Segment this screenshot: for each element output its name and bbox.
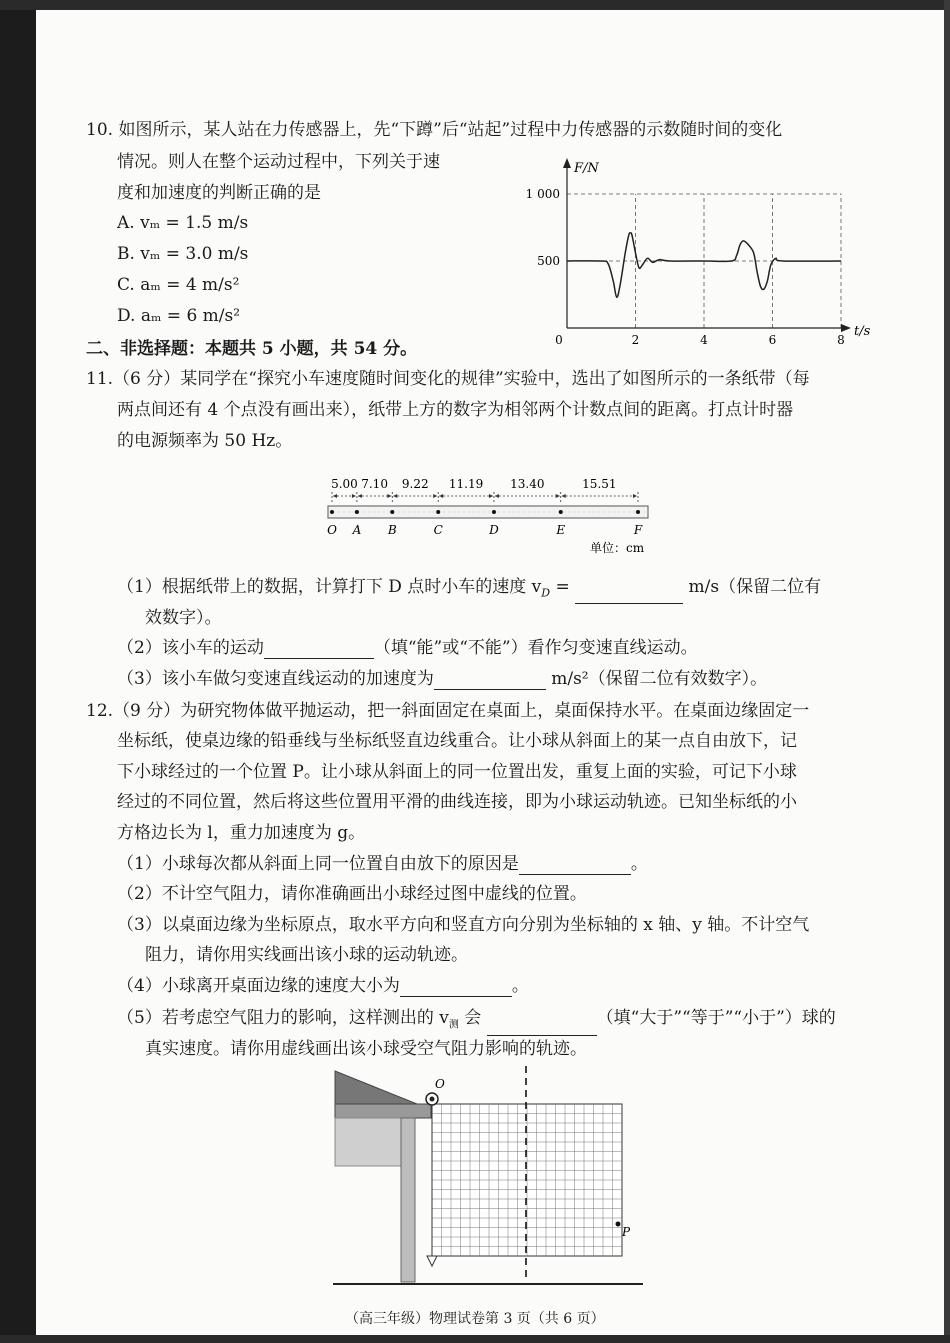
tape-texture-dot <box>613 511 614 512</box>
q11-sub3-text: （3）该小车做匀变速直线运动的加速度为 <box>117 669 434 689</box>
q11-sub1-subscript: D <box>541 586 551 600</box>
tape-point-O <box>330 510 334 514</box>
tape-texture-dot <box>388 511 389 512</box>
tape-distance-label: 15.51 <box>582 477 617 491</box>
tape-texture-dot <box>458 511 459 512</box>
tape-texture-dot <box>488 511 489 512</box>
tape-texture-dot <box>553 511 554 512</box>
tape-texture-dot <box>428 511 429 512</box>
arrowhead-icon <box>562 494 566 498</box>
q12-sub2: （2）不计空气阻力，请你准确画出小球经过图中虚线的位置。 <box>117 884 587 904</box>
tape-texture-dot <box>583 511 584 512</box>
tape-texture-dot <box>423 511 424 512</box>
tape-texture-dot <box>353 511 354 512</box>
tape-texture-dot <box>643 511 644 512</box>
tape-texture-dot <box>618 511 619 512</box>
q12-sub3-cont: 阻力，请你用实线画出该小球的运动轨迹。 <box>145 945 468 965</box>
tape-texture-dot <box>413 511 414 512</box>
tape-point-D <box>492 510 496 514</box>
arrowhead-icon <box>633 494 637 498</box>
tape-texture-dot <box>578 511 579 512</box>
tape-point-label: B <box>387 523 397 537</box>
grid-paper <box>432 1104 622 1256</box>
tape-texture-dot <box>518 511 519 512</box>
q11-sub3 <box>117 668 767 690</box>
q12-answer-blank-5[interactable] <box>487 1017 597 1036</box>
q11-sub2-tail: （填“能”或“不能”）看作匀变速直线运动。 <box>373 638 698 658</box>
x-axis-arrow <box>841 324 851 332</box>
tape-point-label: O <box>327 523 337 537</box>
q11-line2: 两点间还有 4 个点没有画出来），纸带上方的数字为相邻两个计数点间的距离。打点计时器 <box>117 400 794 420</box>
scan-border-top <box>0 0 950 10</box>
tape-texture-dot <box>603 511 604 512</box>
tape-texture-dot <box>633 511 634 512</box>
arrowhead-icon <box>333 494 337 498</box>
tape-strip <box>328 506 648 518</box>
q10-option-a: A. vₘ = 1.5 m/s <box>117 213 249 233</box>
q12-sub1 <box>117 853 648 875</box>
tape-unit-label: 单位：cm <box>590 541 645 555</box>
tape-texture-dot <box>478 511 479 512</box>
tape-point-C <box>436 510 440 514</box>
q11-line1: 11.（6 分）某同学在“探究小车速度随时间变化的规律”实验中，选出了如图所示的一条纸带（每 <box>86 369 810 389</box>
tape-texture-dot <box>343 511 344 512</box>
q11-sub1-unit: m/s（保留二位有 <box>683 577 822 597</box>
q11-sub3-tail: m/s²（保留二位有效数字）。 <box>545 669 768 689</box>
q11-answer-blank-3[interactable] <box>434 671 546 690</box>
tape-texture-dot <box>463 511 464 512</box>
tape-texture-dot <box>593 511 594 512</box>
tape-point-A <box>355 510 359 514</box>
incline-ramp <box>335 1071 417 1104</box>
chart-ticks <box>526 187 845 345</box>
q10-option-b: B. vₘ = 3.0 m/s <box>117 244 249 264</box>
q12-answer-blank-4[interactable] <box>400 978 512 997</box>
q11-line3: 的电源频率为 50 Hz。 <box>117 431 293 451</box>
tape-texture-dot <box>568 511 569 512</box>
tape-texture-dot <box>363 511 364 512</box>
tape-texture-dot <box>543 511 544 512</box>
q12-answer-blank-1[interactable] <box>519 856 631 875</box>
q12-line4: 经过的不同位置，然后将这些位置用平滑的曲线连接，即为小球运动轨迹。已知坐标纸的小 <box>117 792 797 812</box>
q12-sub5-subscript: 测 <box>448 1019 459 1031</box>
tape-texture-dot <box>523 511 524 512</box>
force-time-chart <box>520 150 875 345</box>
scan-border-bottom <box>0 1335 950 1343</box>
page-footer: （高三年级）物理试卷第 3 页（共 6 页） <box>345 1311 605 1327</box>
tape-texture-dot <box>433 511 434 512</box>
scan-border-left <box>0 0 36 1343</box>
tape-point-label: D <box>489 523 499 537</box>
arrowhead-icon <box>556 494 560 498</box>
tape-distance-label: 11.19 <box>448 477 484 491</box>
q10-option-c: C. aₘ = 4 m/s² <box>117 275 240 295</box>
q12-sub4-tail: 。 <box>511 976 529 996</box>
x-tick-label-4: 4 <box>700 333 708 345</box>
section-2-title: 二、非选择题：本题共 5 小题，共 54 分。 <box>86 339 418 359</box>
x-tick-label-0: 0 <box>555 333 563 345</box>
q12-sub5-text: （5）若考虑空气阻力的影响，这样测出的 v <box>117 1008 449 1028</box>
point-p-marker <box>616 1222 621 1227</box>
q12-line3: 下小球经过的一个位置 P。让小球从斜面上的同一位置出发，重复上面的实验，可记下小球 <box>117 762 797 782</box>
point-p-label: P <box>622 1225 631 1239</box>
scan-border-right <box>944 0 950 1343</box>
q11-sub1-text: （1）根据纸带上的数据，计算打下 D 点时小车的速度 v <box>117 577 542 597</box>
x-tick-label-6: 6 <box>768 333 777 345</box>
y-axis-label: F/N <box>574 161 599 176</box>
tape-texture-dot <box>378 511 379 512</box>
q12-line2: 坐标纸，使桌边缘的铅垂线与坐标纸竖直边线重合。让小球从斜面上的某一点自由放下，记 <box>117 731 797 751</box>
tape-texture-dot <box>538 511 539 512</box>
tape-point-E <box>559 510 563 514</box>
q11-sub1-eq: = <box>550 577 570 597</box>
tape-texture-dot <box>453 511 454 512</box>
arrowhead-icon <box>433 494 437 498</box>
q12-sub1-tail: 。 <box>630 854 648 874</box>
tape-texture-dot <box>573 511 574 512</box>
tape-texture-dot <box>598 511 599 512</box>
q10-option-d: D. aₘ = 6 m/s² <box>117 306 241 326</box>
tape-texture-dot <box>373 511 374 512</box>
plumb-bob-icon <box>427 1256 437 1266</box>
q12-sub4-text: （4）小球离开桌面边缘的速度大小为 <box>117 976 400 996</box>
tape-texture-dot <box>563 511 564 512</box>
q12-sub3: （3）以桌面边缘为坐标原点，取水平方向和竖直方向分别为坐标轴的 x 轴、y 轴。不计空气 <box>117 915 810 935</box>
tape-texture-dot <box>548 511 549 512</box>
tape-texture-dot <box>503 511 504 512</box>
tape-texture-dot <box>468 511 469 512</box>
tape-texture-dot <box>533 511 534 512</box>
q11-sub2 <box>117 637 698 659</box>
arrowhead-icon <box>393 494 397 498</box>
tape-texture-dot <box>408 511 409 512</box>
origin-label: O <box>435 1077 445 1091</box>
tape-texture-dot <box>483 511 484 512</box>
tape-distance-label: 5.00 <box>331 477 358 491</box>
tape-texture-dot <box>588 511 589 512</box>
tape-point-label: A <box>352 523 362 537</box>
tape-texture-dot <box>473 511 474 512</box>
tape-texture-dot <box>448 511 449 512</box>
q12-sub5 <box>117 1007 836 1036</box>
q11-answer-blank-1[interactable] <box>575 585 683 604</box>
q10-line3: 度和加速度的判断正确的是 <box>117 183 321 203</box>
arrowhead-icon <box>495 494 499 498</box>
x-tick-label-8: 8 <box>837 333 845 345</box>
tape-texture-dot <box>498 511 499 512</box>
y-tick-label-500: 500 <box>537 254 560 268</box>
table-front <box>335 1118 401 1166</box>
tape-point-B <box>390 510 394 514</box>
x-axis-label: t/s <box>854 324 871 339</box>
arrowhead-icon <box>489 494 493 498</box>
tape-point-label: C <box>433 523 443 537</box>
tape-texture-dot <box>338 511 339 512</box>
tape-texture-dot <box>368 511 369 512</box>
q12-line5: 方格边长为 l，重力加速度为 g。 <box>117 823 366 843</box>
y-tick-label-1000: 1 000 <box>525 187 560 201</box>
tape-texture-dot <box>528 511 529 512</box>
paper-tape-diagram <box>318 472 658 562</box>
table-leg <box>401 1118 415 1282</box>
q11-sub2-text: （2）该小车的运动 <box>117 638 264 658</box>
tape-distance-label: 9.22 <box>401 477 429 491</box>
arrowhead-icon <box>352 494 356 498</box>
tape-distance-label: 7.10 <box>361 477 388 491</box>
arrowhead-icon <box>387 494 391 498</box>
tape-texture-dot <box>443 511 444 512</box>
table-top <box>335 1104 431 1118</box>
ball-center <box>430 1097 435 1102</box>
tape-texture-dot <box>348 511 349 512</box>
arrowhead-icon <box>439 494 443 498</box>
q10-line2: 情况。则人在整个运动过程中，下列关于速 <box>117 152 440 172</box>
arrowhead-icon <box>358 494 362 498</box>
tape-texture-dot <box>383 511 384 512</box>
y-axis-arrow <box>563 158 571 168</box>
q12-sub5-cont: 真实速度。请你用虚线画出该小球受空气阻力影响的轨迹。 <box>145 1039 587 1059</box>
q10-line1: 10. 如图所示，某人站在力传感器上，先“下蹲”后“站起”过程中力传感器的示数随时间的变化 <box>86 120 783 140</box>
q11-sub1-cont: 效数字）。 <box>145 608 222 628</box>
tape-texture-dot <box>403 511 404 512</box>
tape-texture-dot <box>623 511 624 512</box>
q12-line1: 12.（9 分）为研究物体做平抛运动，把一斜面固定在桌面上，桌面保持水平。在桌面边缘固定一 <box>86 701 810 721</box>
tape-texture-dot <box>513 511 514 512</box>
projectile-apparatus-diagram <box>325 1066 655 1296</box>
tape-texture-dot <box>418 511 419 512</box>
q12-sub1-text: （1）小球每次都从斜面上同一位置自由放下的原因是 <box>117 854 519 874</box>
q12-sub4 <box>117 975 529 997</box>
tape-distance-label: 13.40 <box>510 477 545 491</box>
q11-sub1 <box>117 576 821 604</box>
tape-texture-dot <box>398 511 399 512</box>
tape-texture-dot <box>508 511 509 512</box>
q12-sub5-will: 会 <box>458 1008 482 1028</box>
x-tick-label-2: 2 <box>631 333 640 345</box>
tape-point-label: F <box>633 523 643 537</box>
tape-texture-dot <box>608 511 609 512</box>
tape-texture-dot <box>628 511 629 512</box>
q12-sub5-tail: （填“大于”“等于”“小于”）球的 <box>596 1008 836 1028</box>
tape-point-F <box>636 510 640 514</box>
q11-answer-blank-2[interactable] <box>264 640 374 659</box>
tape-point-label: E <box>556 523 566 537</box>
